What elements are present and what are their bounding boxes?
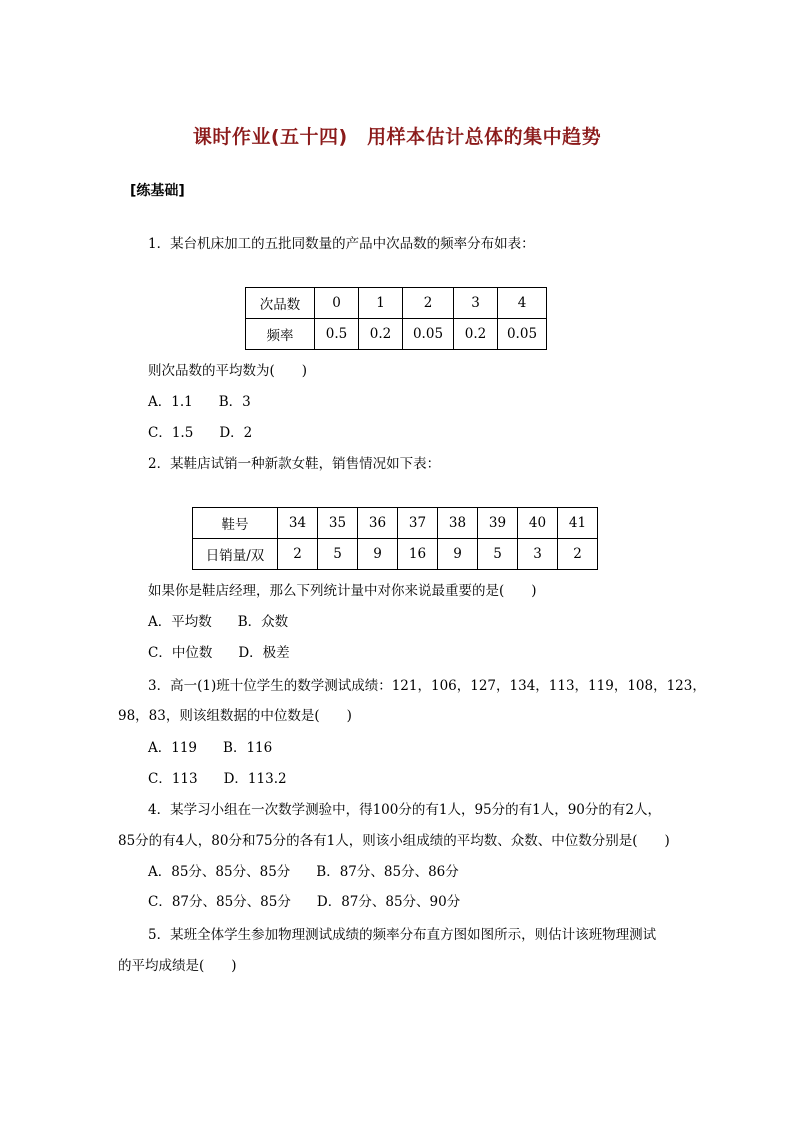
question-3-options-row-1 xyxy=(148,736,272,756)
question-4-text-cont: 85分的有4人，80分和75分的各有1人，则该小组成绩的平均数、众数、中位数分别是( ) xyxy=(118,833,670,849)
table-cell: 39 xyxy=(478,508,518,539)
table-cell: 2 xyxy=(278,539,318,570)
table-cell: 34 xyxy=(278,508,318,539)
question-1-prompt: 则次品数的平均数为( ) xyxy=(148,363,308,379)
table-cell: 1 xyxy=(359,288,403,319)
question-1-options-row-1 xyxy=(148,390,251,410)
question-4-options-row-2 xyxy=(148,890,460,910)
question-3-options-row-2 xyxy=(148,767,287,787)
table-row xyxy=(246,288,547,319)
table-cell: 频率 xyxy=(246,319,315,350)
table-cell: 35 xyxy=(318,508,358,539)
table-cell: 41 xyxy=(558,508,598,539)
table-cell: 9 xyxy=(358,539,398,570)
option-d: D．2 xyxy=(219,425,253,441)
table-cell: 16 xyxy=(398,539,438,570)
question-2-options-row-2 xyxy=(148,641,290,661)
option-a: A．85分、85分、85分 xyxy=(148,864,291,880)
table-cell: 次品数 xyxy=(246,288,315,319)
option-b: B．3 xyxy=(218,394,251,410)
question-4-text: 4．某学习小组在一次数学测验中，得100分的有1人，95分的有1人，90分的有2人， xyxy=(148,802,661,818)
option-c: C．中位数 xyxy=(148,645,213,661)
option-b: B．众数 xyxy=(237,614,289,630)
option-a: A．1.1 xyxy=(148,394,193,410)
option-a: A．119 xyxy=(148,740,198,756)
table-cell: 4 xyxy=(498,288,547,319)
table-cell: 5 xyxy=(318,539,358,570)
option-c: C．113 xyxy=(148,771,198,787)
table-row xyxy=(193,539,598,570)
table-cell: 2 xyxy=(403,288,454,319)
table-cell: 2 xyxy=(558,539,598,570)
option-c: C．87分、85分、85分 xyxy=(148,894,291,910)
option-d: D．极差 xyxy=(238,645,290,661)
table-cell: 5 xyxy=(478,539,518,570)
question-5-text-cont: 的平均成绩是( ) xyxy=(118,958,237,974)
option-b: B．116 xyxy=(223,740,273,756)
option-d: D．113.2 xyxy=(223,771,287,787)
table-row xyxy=(193,508,598,539)
question-2-text: 2．某鞋店试销一种新款女鞋，销售情况如下表： xyxy=(148,456,441,472)
table-cell: 0.05 xyxy=(403,319,454,350)
table-cell: 3 xyxy=(454,288,498,319)
table-cell: 0 xyxy=(315,288,359,319)
table-cell: 日销量/双 xyxy=(193,539,278,570)
question-2-prompt: 如果你是鞋店经理，那么下列统计量中对你来说最重要的是( ) xyxy=(148,583,537,599)
table-cell: 38 xyxy=(438,508,478,539)
table-cell: 0.2 xyxy=(359,319,403,350)
table-cell: 0.05 xyxy=(498,319,547,350)
option-d: D．87分、85分、90分 xyxy=(316,894,461,910)
question-1-options-row-2 xyxy=(148,421,252,441)
question-3-text: 3．高一(1)班十位学生的数学测试成绩：121，106，127，134，113，119，108，123， xyxy=(148,678,706,694)
page-title: 课时作业(五十四) 用样本估计总体的集中趋势 xyxy=(192,126,602,148)
option-b: B．87分、85分、86分 xyxy=(316,864,459,880)
option-c: C．1.5 xyxy=(148,425,194,441)
table-cell: 0.5 xyxy=(315,319,359,350)
question-1-table xyxy=(245,287,547,350)
table-cell: 3 xyxy=(518,539,558,570)
question-3-text-cont: 98，83，则该组数据的中位数是( ) xyxy=(118,708,352,724)
table-cell: 鞋号 xyxy=(193,508,278,539)
section-label: [练基础] xyxy=(130,183,185,199)
question-2-table xyxy=(192,507,598,570)
question-5-text: 5．某班全体学生参加物理测试成绩的频率分布直方图如图所示，则估计该班物理测试 xyxy=(148,927,657,943)
table-cell: 40 xyxy=(518,508,558,539)
table-row xyxy=(246,319,547,350)
table-cell: 36 xyxy=(358,508,398,539)
table-cell: 37 xyxy=(398,508,438,539)
question-2-options-row-1 xyxy=(148,610,288,630)
question-4-options-row-1 xyxy=(148,860,459,880)
table-cell: 0.2 xyxy=(454,319,498,350)
question-1-text: 1．某台机床加工的五批同数量的产品中次品数的频率分布如表： xyxy=(148,236,535,252)
option-a: A．平均数 xyxy=(148,614,212,630)
table-cell: 9 xyxy=(438,539,478,570)
